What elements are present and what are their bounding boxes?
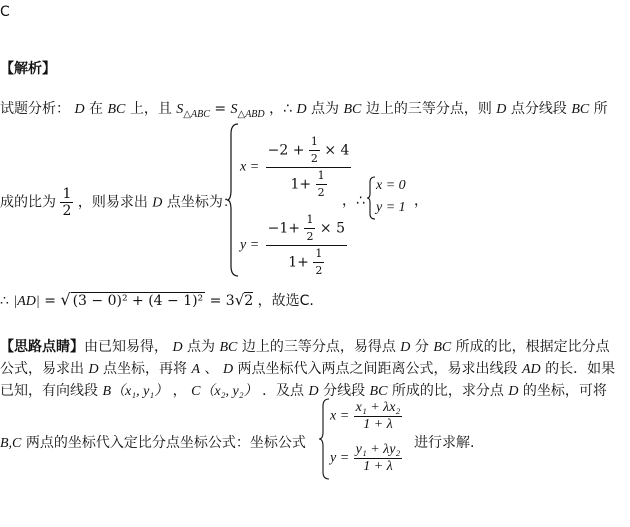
result-y: y = 1 (376, 200, 406, 215)
coord-C: （x₂, y₂） (200, 384, 258, 399)
analysis-line-1 (0, 98, 608, 120)
x-equation (240, 134, 351, 201)
tips-text: 分 (414, 339, 429, 355)
formula-y (330, 442, 402, 475)
tips-label: 【思路点睛】 (0, 339, 84, 355)
var-BC: BC (219, 340, 238, 355)
tips-text: 分线段 (323, 383, 366, 399)
tips-line-4 (0, 432, 306, 452)
tips-text: ．及点 (262, 383, 305, 399)
formula-y-label: y = (330, 450, 350, 466)
tips-text: 两点坐标代入两点之间距离公式，易求出线段 (237, 361, 518, 377)
var-BC-2: BC (343, 102, 362, 117)
var-D-3: D (496, 102, 507, 117)
area-symbol-1: S (176, 102, 184, 117)
var-D-4: D (152, 195, 163, 211)
var-A: A (191, 362, 201, 377)
formula-brace-icon (318, 398, 330, 480)
text-on: 在 (89, 101, 104, 117)
y-denominator: 1+ $\frac{1}{2}$ (288, 247, 323, 277)
tips-text: 点为 (187, 339, 216, 355)
coord-is: 点坐标为： (166, 194, 237, 211)
formula-x (330, 400, 402, 433)
var-BC-3: BC (571, 102, 590, 117)
var-D: D (172, 340, 183, 355)
ratio-prefix: 成的比为 (0, 194, 56, 211)
small-brace-icon (366, 176, 376, 220)
x-label: x = (240, 159, 260, 175)
tips-text: 所成的比，根据定比分点 (455, 339, 610, 355)
therefore-sym: ∴ (0, 293, 9, 309)
tips-line-2 (0, 358, 615, 378)
var-D: D (222, 362, 234, 377)
var-C: C (191, 384, 201, 399)
half-fraction: $\frac{1}{2}$ (62, 186, 72, 219)
tips-text: 两点的坐标代入定比分点坐标公式：坐标公式 (25, 435, 306, 451)
therefore-text: ，∴ (269, 101, 293, 117)
section-analysis-heading: 【解析】 (0, 61, 56, 77)
y-numerator: −1+ $\frac{1}{2}$ × 5 (266, 212, 347, 246)
var-D: D (308, 384, 319, 399)
var-BC: BC (369, 384, 388, 399)
text-divides: 点分线段 (510, 101, 567, 117)
var-D: D (74, 102, 85, 117)
var-B: B (102, 384, 112, 399)
tips-text: 的长．如果 (545, 361, 616, 377)
result-x: x = 0 (376, 178, 406, 193)
equals-sign: = (214, 101, 227, 117)
answer-letter: C (0, 4, 10, 20)
formula-x-fraction: $\frac{\text{x₁ + λx₂}}{1 + \lambda}$ (355, 400, 401, 432)
var-D-2: D (296, 102, 307, 117)
tips-end-text: 进行求解. (414, 435, 475, 451)
text-suo: 所 (593, 101, 608, 117)
area-sub-1: △ABC (183, 108, 210, 120)
var-D: D (508, 384, 519, 399)
x-fraction (266, 134, 352, 201)
x-denominator: 1+ $\frac{1}{2}$ (290, 169, 325, 199)
prefix-text: 试题分析： (0, 101, 70, 117)
choose-text: ，故选C. (257, 293, 314, 309)
formula-x-label: x = (330, 408, 350, 424)
var-BC-pair: B,C (0, 436, 22, 451)
abs-AD: |AD| (13, 294, 40, 309)
y-equation (240, 212, 347, 279)
eq-sqrt: = (44, 293, 56, 309)
tips-line-3 (0, 380, 607, 400)
tips-text: 所成的比，求分点 (391, 383, 504, 399)
tips-text: 、 (204, 361, 219, 377)
comma-after-result: ， (414, 193, 428, 209)
result-root: √2 (234, 291, 254, 309)
var-AD: AD (521, 362, 541, 377)
tips-text: ， (172, 383, 187, 399)
var-D: D (400, 340, 411, 355)
tips-text: 的坐标，可将 (522, 383, 607, 399)
var-D: D (88, 362, 99, 377)
tips-text: 公式，易求出 (0, 361, 84, 377)
x-numerator: −2 + $\frac{1}{2}$ × 4 (266, 134, 352, 168)
left-brace-icon (226, 122, 240, 278)
tips-line-1 (0, 336, 610, 356)
eq-result: = 3 (209, 293, 235, 309)
analysis-line-2 (0, 186, 237, 219)
tips-text: 已知，有向线段 (0, 383, 98, 399)
distance-line (0, 290, 314, 310)
coord-B: （x₁, y₁） (111, 384, 169, 399)
ratio-suffix: ，则易求出 (77, 194, 148, 211)
area-sub-2: △ABD (237, 108, 265, 120)
var-BC: BC (433, 340, 452, 355)
tips-text: 由已知易得， (84, 339, 168, 355)
y-fraction (266, 212, 347, 279)
formula-y-fraction: $\frac{\text{y₁ + λy₂}}{1 + \lambda}$ (355, 442, 401, 474)
var-BC: BC (107, 102, 126, 117)
area-symbol-2: S (230, 102, 238, 117)
text-up-and: 上，且 (129, 101, 172, 117)
text-edge-trisect: 边上的三等分点，则 (365, 101, 492, 117)
tips-text: 边上的三等分点，易得点 (241, 339, 396, 355)
tips-text: 点坐标，再将 (103, 361, 188, 377)
therefore-sep: ，∴ (342, 193, 365, 209)
text-point-is: 点为 (311, 101, 340, 117)
y-label: y = (240, 237, 260, 253)
sqrt-expr: √ (3 − 0)² + (4 − 1)² (60, 290, 204, 309)
